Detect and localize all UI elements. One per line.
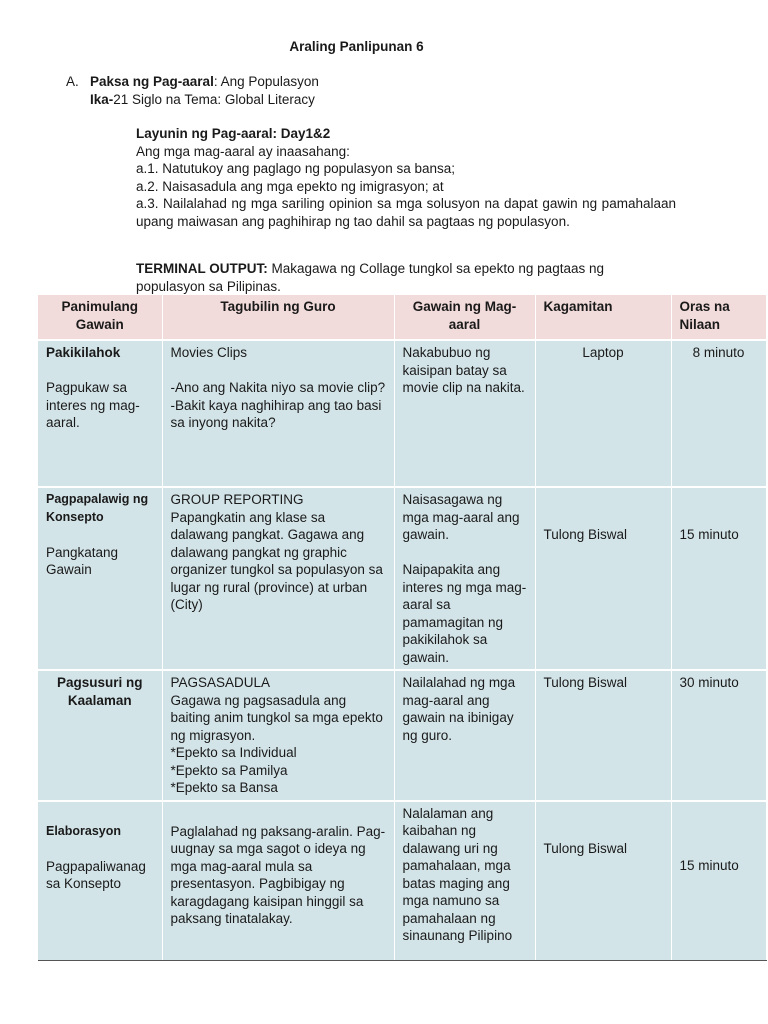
- gawain-text: Nalalaman ang kaibahan ng dalawang uri ng pamahalaan, mga batas maging ang mga namuno sa pamahalaan ng sinaunang Pilipino: [402, 805, 513, 943]
- guro-line: *Epekto sa Individual: [170, 745, 297, 760]
- stage-sub: Pangkatang Gawain: [46, 544, 119, 577]
- guro-line: *Epekto sa Bansa: [170, 780, 278, 795]
- guro-head: GROUP REPORTING: [170, 492, 304, 507]
- gawain-text: Naipapakita ang interes ng mga mag-aaral sa pamamagitan ng pakikilahok sa gawain.: [402, 562, 527, 665]
- terminal-output: [136, 260, 676, 295]
- guro-line: Papangkatin ang klase sa dalawang pangkat. Gagawa ang dalawang pangkat ng graphic organizer tungkol sa populasyon sa lugar ng rural (province) at urban (City): [170, 509, 383, 612]
- kagamitan-cell: [535, 801, 671, 961]
- objective-item: a.2. Naisasadula ang mga epekto ng imigrasyon; at: [136, 178, 444, 194]
- objectives-intro: Ang mga mag-aaral ay inaasahang:: [136, 143, 350, 159]
- kagamitan-text: Tulong Biswal: [543, 527, 628, 542]
- gawain-cell: [394, 670, 535, 801]
- header-kagamitan: Kagamitan: [535, 295, 671, 340]
- terminal-text: Makagawa ng Collage tungkol sa epekto ng pagtaas ng populasyon sa Pilipinas.: [136, 261, 604, 294]
- guro-cell: [162, 340, 394, 487]
- header-panimulang: Panimulang Gawain: [38, 295, 162, 340]
- oras-cell: [671, 487, 766, 670]
- section-letter: A.: [66, 74, 79, 89]
- oras-cell: [671, 801, 766, 961]
- guro-cell: [162, 487, 394, 670]
- header-tagubilin: Tagubilin ng Guro: [162, 295, 394, 340]
- guro-head: Movies Clips: [170, 345, 248, 360]
- guro-line: Gagawa ng pagsasadula ang baiting anim tungkol sa mga epekto ng migrasyon.: [170, 692, 383, 743]
- objectives-heading: Layunin ng Pag-aaral: Day1&2: [136, 126, 331, 141]
- oras-cell: 8 minuto: [671, 340, 766, 487]
- terminal-label: TERMINAL OUTPUT:: [136, 261, 268, 276]
- kagamitan-text: Tulong Biswal: [543, 840, 628, 856]
- guro-line: -Ano ang Nakita niyo sa movie clip?: [170, 380, 386, 395]
- paksa-value: : Ang Populasyon: [213, 74, 319, 89]
- table-row: [38, 670, 766, 801]
- lesson-table: [38, 295, 767, 961]
- table-header-row: [38, 295, 766, 340]
- gawain-cell: [394, 487, 535, 670]
- gawain-text: Nakabubuo ng kaisipan batay sa movie clip na nakita.: [402, 345, 525, 395]
- section-a: [66, 73, 319, 108]
- guro-line: -Bakit kaya naghihirap ang tao basi sa inyong nakita?: [170, 397, 382, 430]
- objective-item: a.1. Natutukoy ang paglago ng populasyon sa bansa;: [136, 161, 455, 176]
- document-title: Araling Panlipunan 6: [289, 39, 424, 54]
- gawain-text: Nailalahad ng mga mag-aaral ang gawain na ibinigay ng guro.: [402, 675, 516, 743]
- guro-cell: [162, 670, 394, 801]
- stage-cell: [38, 487, 162, 670]
- guro-head: PAGSASADULA: [170, 675, 271, 690]
- kagamitan-cell: Tulong Biswal: [535, 670, 671, 801]
- header-oras: Oras na Nilaan: [671, 295, 766, 340]
- guro-line: *Epekto sa Pamilya: [170, 762, 288, 778]
- table-row: [38, 340, 766, 487]
- objective-item: a.3. Nailalahad ng mga sariling opinion sa mga solusyon na dapat gawin ng pamahalaan upang maiwasan ang paghihirap ng tao dahil sa pagtaas ng populasyon.: [136, 196, 676, 229]
- stage-sub: Pagpukaw sa interes ng mag-aaral.: [46, 380, 140, 430]
- table-row: [38, 801, 766, 961]
- guro-line: Paglalahad ng paksang-aralin. Pag-uugnay sa mga sagot o ideya ng mga mag-aaral mula sa presentasyon. Pagbibigay ng karagdagang kaisipan hinggil sa paksang tinatalakay.: [170, 823, 386, 926]
- stage-name: Pakikilahok: [46, 345, 121, 360]
- oras-text: 15 minuto: [679, 527, 739, 542]
- oras-text: 15 minuto: [679, 857, 739, 873]
- guro-cell: [162, 801, 394, 961]
- stage-name: Elaborasyon: [46, 823, 122, 838]
- stage-name: Pagpapalawig ng Konsepto: [46, 492, 149, 524]
- objectives: [136, 125, 676, 230]
- stage-cell: [38, 801, 162, 961]
- ika-label: Ika-: [90, 91, 114, 107]
- stage-name: Pagsusuri ng Kaalaman: [56, 675, 143, 708]
- gawain-cell: [394, 801, 535, 961]
- oras-cell: 30 minuto: [671, 670, 766, 801]
- stage-cell: [38, 670, 162, 801]
- table-row: [38, 487, 766, 670]
- ika-value: 21 Siglo na Tema: Global Literacy: [113, 91, 315, 107]
- stage-sub: Pagpapaliwanag sa Konsepto: [46, 858, 146, 891]
- kagamitan-cell: [535, 487, 671, 670]
- stage-cell: [38, 340, 162, 487]
- gawain-text: Naisasagawa ng mga mag-aaral ang gawain.: [402, 492, 520, 542]
- header-gawain: Gawain ng Mag-aaral: [394, 295, 535, 340]
- kagamitan-cell: Laptop: [535, 340, 671, 487]
- gawain-cell: [394, 340, 535, 487]
- paksa-label: Paksa ng Pag-aaral: [90, 74, 214, 89]
